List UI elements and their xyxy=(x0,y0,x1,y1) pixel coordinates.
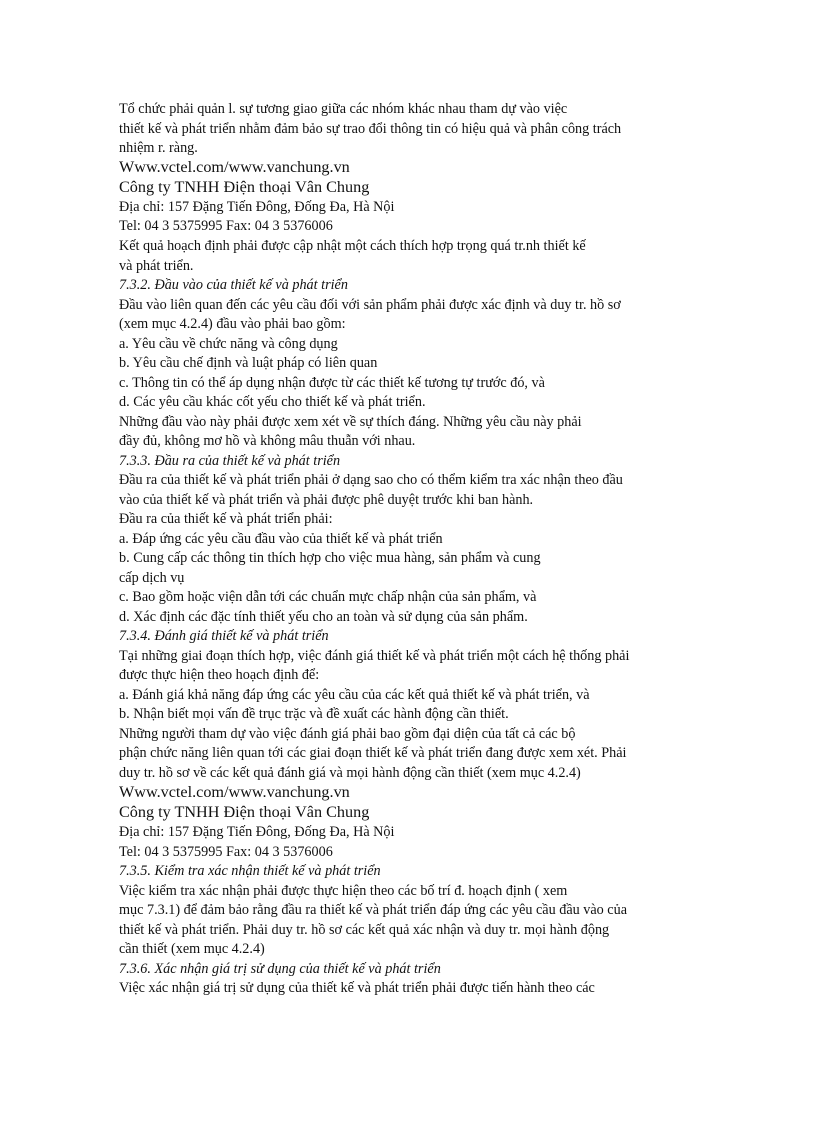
text-line: thiết kế và phát triển. Phải duy tr. hồ sơ các kết quả xác nhận và duy tr. mọi hành động xyxy=(119,922,610,938)
text-line: thiết kế và phát triển nhằm đảm bảo sự trao đổi thông tin có hiệu quả và phân công trách xyxy=(119,121,622,137)
text-line: c. Thông tin có thể áp dụng nhận được từ các thiết kế tương tự trước đó, và xyxy=(119,375,545,391)
section-heading: 7.3.4. Đánh giá thiết kế và phát triển xyxy=(119,628,329,644)
text-line: c. Bao gồm hoặc viện dẫn tới các chuẩn mực chấp nhận của sản phẩm, và xyxy=(119,589,537,605)
text-line: b. Nhận biết mọi vấn đề trục trặc và đề xuất các hành động cần thiết. xyxy=(119,706,509,722)
text-line: cấp dịch vụ xyxy=(119,570,185,586)
text-line: Địa chỉ: 157 Đặng Tiến Đông, Đống Đa, Hà Nội xyxy=(119,199,395,215)
text-line: a. Yêu cầu về chức năng và công dụng xyxy=(119,336,338,352)
text-line: được thực hiện theo hoạch định để: xyxy=(119,667,320,683)
section-heading: 7.3.3. Đầu ra của thiết kế và phát triển xyxy=(119,453,341,469)
text-line: Tel: 04 3 5375995 Fax: 04 3 5376006 xyxy=(119,844,333,860)
text-line: a. Đánh giá khả năng đáp ứng các yêu cầu của các kết quả thiết kế và phát triển, và xyxy=(119,687,590,703)
text-line: nhiệm r. ràng. xyxy=(119,140,198,156)
text-line: Những đầu vào này phải được xem xét về sự thích đáng. Những yêu cầu này phải xyxy=(119,414,582,430)
company-info-line: Www.vctel.com/www.vanchung.vn xyxy=(119,158,350,176)
text-line: phận chức năng liên quan tới các giai đoạn thiết kế và phát triển đang được xem xét. Phải xyxy=(119,745,627,761)
section-heading: 7.3.6. Xác nhận giá trị sử dụng của thiết kế và phát triển xyxy=(119,961,441,977)
text-line: duy tr. hồ sơ về các kết quả đánh giá và mọi hành động cần thiết (xem mục 4.2.4) xyxy=(119,765,581,781)
text-line: đầy đủ, không mơ hồ và không mâu thuẫn với nhau. xyxy=(119,433,416,449)
text-line: Đầu ra của thiết kế và phát triển phải: xyxy=(119,511,333,527)
text-line: cần thiết (xem mục 4.2.4) xyxy=(119,941,265,957)
company-info-line: Www.vctel.com/www.vanchung.vn xyxy=(119,783,350,801)
text-line: b. Cung cấp các thông tin thích hợp cho việc mua hàng, sản phẩm và cung xyxy=(119,550,541,566)
text-line: Đầu ra của thiết kế và phát triển phải ở dạng sao cho có thểm kiểm tra xác nhận theo đầu xyxy=(119,472,623,488)
text-line: d. Xác định các đặc tính thiết yếu cho an toàn và sử dụng của sản phẩm. xyxy=(119,609,528,625)
text-line: Việc kiểm tra xác nhận phải được thực hiện theo các bố trí đ. hoạch định ( xem xyxy=(119,883,568,899)
text-line: Tại những giai đoạn thích hợp, việc đánh giá thiết kế và phát triển một cách hệ thống phải xyxy=(119,648,630,664)
section-heading: 7.3.5. Kiểm tra xác nhận thiết kế và phát triển xyxy=(119,863,381,879)
text-line: Việc xác nhận giá trị sử dụng của thiết kế và phát triển phải được tiến hành theo các xyxy=(119,980,595,996)
text-line: a. Đáp ứng các yêu cầu đầu vào của thiết kế và phát triển xyxy=(119,531,443,547)
text-line: d. Các yêu cầu khác cốt yếu cho thiết kế và phát triển. xyxy=(119,394,426,410)
company-info-line: Công ty TNHH Điện thoại Vân Chung xyxy=(119,178,370,196)
text-line: Những người tham dự vào việc đánh giá phải bao gồm đại diện của tất cả các bộ xyxy=(119,726,576,742)
text-line: vào của thiết kế và phát triển và phải được phê duyệt trước khi ban hành. xyxy=(119,492,534,508)
section-heading: 7.3.2. Đầu vào của thiết kế và phát triển xyxy=(119,277,348,293)
text-line: (xem mục 4.2.4) đầu vào phải bao gồm: xyxy=(119,316,346,332)
text-line: Địa chỉ: 157 Đặng Tiến Đông, Đống Đa, Hà Nội xyxy=(119,824,395,840)
text-line: Tổ chức phải quản l. sự tương giao giữa các nhóm khác nhau tham dự vào việc xyxy=(119,101,568,117)
text-line: Đầu vào liên quan đến các yêu cầu đối với sản phẩm phải được xác định và duy tr. hồ sơ xyxy=(119,297,621,313)
text-line: Tel: 04 3 5375995 Fax: 04 3 5376006 xyxy=(119,218,333,234)
text-line: mục 7.3.1) để đảm bảo rằng đầu ra thiết kế và phát triển đáp ứng các yêu cầu đầu vào của xyxy=(119,902,627,918)
text-line: và phát triển. xyxy=(119,258,194,274)
text-line: Kết quả hoạch định phải được cập nhật một cách thích hợp trọng quá tr.nh thiết kế xyxy=(119,238,586,254)
company-info-line: Công ty TNHH Điện thoại Vân Chung xyxy=(119,803,370,821)
text-line: b. Yêu cầu chế định và luật pháp có liên quan xyxy=(119,355,378,371)
